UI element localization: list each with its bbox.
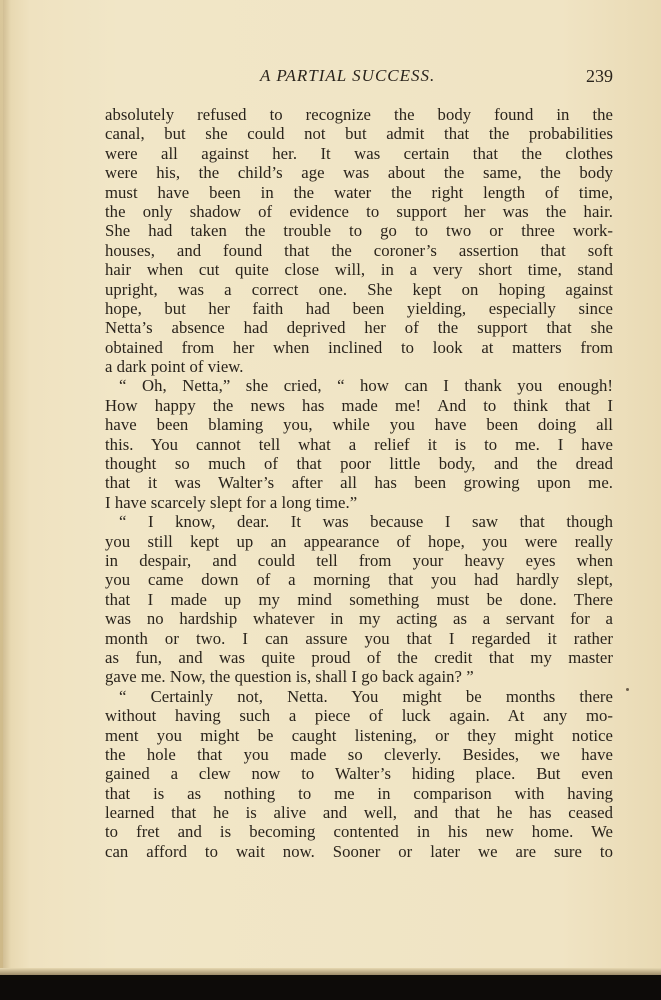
body-text <box>105 105 613 861</box>
page-number: 239 <box>586 66 613 86</box>
text-line: the hole that you made so cleverly. Besides, we have <box>105 744 613 764</box>
text-line: hope, but her faith had been yielding, especially since <box>105 298 613 318</box>
text-line: month or two. I can assure you that I regarded it rather <box>105 628 613 648</box>
page-header <box>105 66 613 92</box>
text-line: were his, the child’s age was about the same, the body <box>105 163 613 183</box>
text-line: this. You cannot tell what a relief it is to me. I have <box>105 434 613 454</box>
text-line: “ Certainly not, Netta. You might be months there <box>119 686 613 706</box>
text-line: have been blaming you, while you have been doing all <box>105 415 613 435</box>
text-line: absolutely refused to recognize the body found in the <box>105 105 613 124</box>
text-line: were all against her. It was certain that the clothes <box>105 143 613 163</box>
text-line: a dark point of view. <box>105 357 244 377</box>
text-line: can afford to wait now. Sooner or later we are sure to <box>105 841 613 861</box>
text-line: She had taken the trouble to go to two or three work- <box>105 221 613 241</box>
text-line: that it was Walter’s after all has been growing upon me. <box>105 473 613 493</box>
text-line: ment you might be caught listening, or they might notice <box>105 725 613 745</box>
text-line: houses, and found that the coroner’s assertion that soft <box>105 240 613 260</box>
text-line: must have been in the water the right length of time, <box>105 182 613 202</box>
text-line: you came down of a morning that you had hardly slept, <box>105 570 613 590</box>
text-line: gave me. Now, the question is, shall I go back again? ” <box>105 667 474 687</box>
text-line: as fun, and was quite proud of the credit that my master <box>105 647 613 667</box>
gutter-shadow <box>3 0 11 1000</box>
text-line: learned that he is alive and well, and that he has ceased <box>105 803 613 823</box>
text-line: hair when cut quite close will, in a very short time, stand <box>105 260 613 280</box>
text-line: I have scarcely slept for a long time.” <box>105 492 358 512</box>
text-line: canal, but she could not but admit that the probabilities <box>105 124 613 144</box>
text-line: thought so much of that poor little body, and the dread <box>105 454 613 474</box>
text-line: “ I know, dear. It was because I saw that though <box>119 512 613 532</box>
margin-speck <box>626 688 629 691</box>
text-line: obtained from her when inclined to look at matters from <box>105 337 613 357</box>
text-line: that is as nothing to me in comparison with having <box>105 783 613 803</box>
text-line: to fret and is becoming contented in his new home. We <box>105 822 613 842</box>
scan-bottom-border <box>0 975 661 1000</box>
text-line: that I made up my mind something must be done. There <box>105 589 613 609</box>
text-line: Netta’s absence had deprived her of the support that she <box>105 318 613 338</box>
text-line: “ Oh, Netta,” she cried, “ how can I thank you enough! <box>119 376 613 396</box>
page-bottom-edge <box>0 968 661 975</box>
text-line: the only shadow of evidence to support her was the hair. <box>105 201 613 221</box>
text-line: was no hardship whatever in my acting as a servant for a <box>105 609 613 629</box>
text-line: you still kept up an appearance of hope, you were really <box>105 531 613 551</box>
running-title: A PARTIAL SUCCESS. <box>260 66 436 85</box>
text-line: without having such a piece of luck again. At any mo- <box>105 706 613 726</box>
text-line: in despair, and could tell from your heavy eyes when <box>105 550 613 570</box>
text-line: gained a clew now to Walter’s hiding place. But even <box>105 764 613 784</box>
text-line: How happy the news has made me! And to think that I <box>105 395 613 415</box>
text-line: upright, was a correct one. She kept on hoping against <box>105 279 613 299</box>
